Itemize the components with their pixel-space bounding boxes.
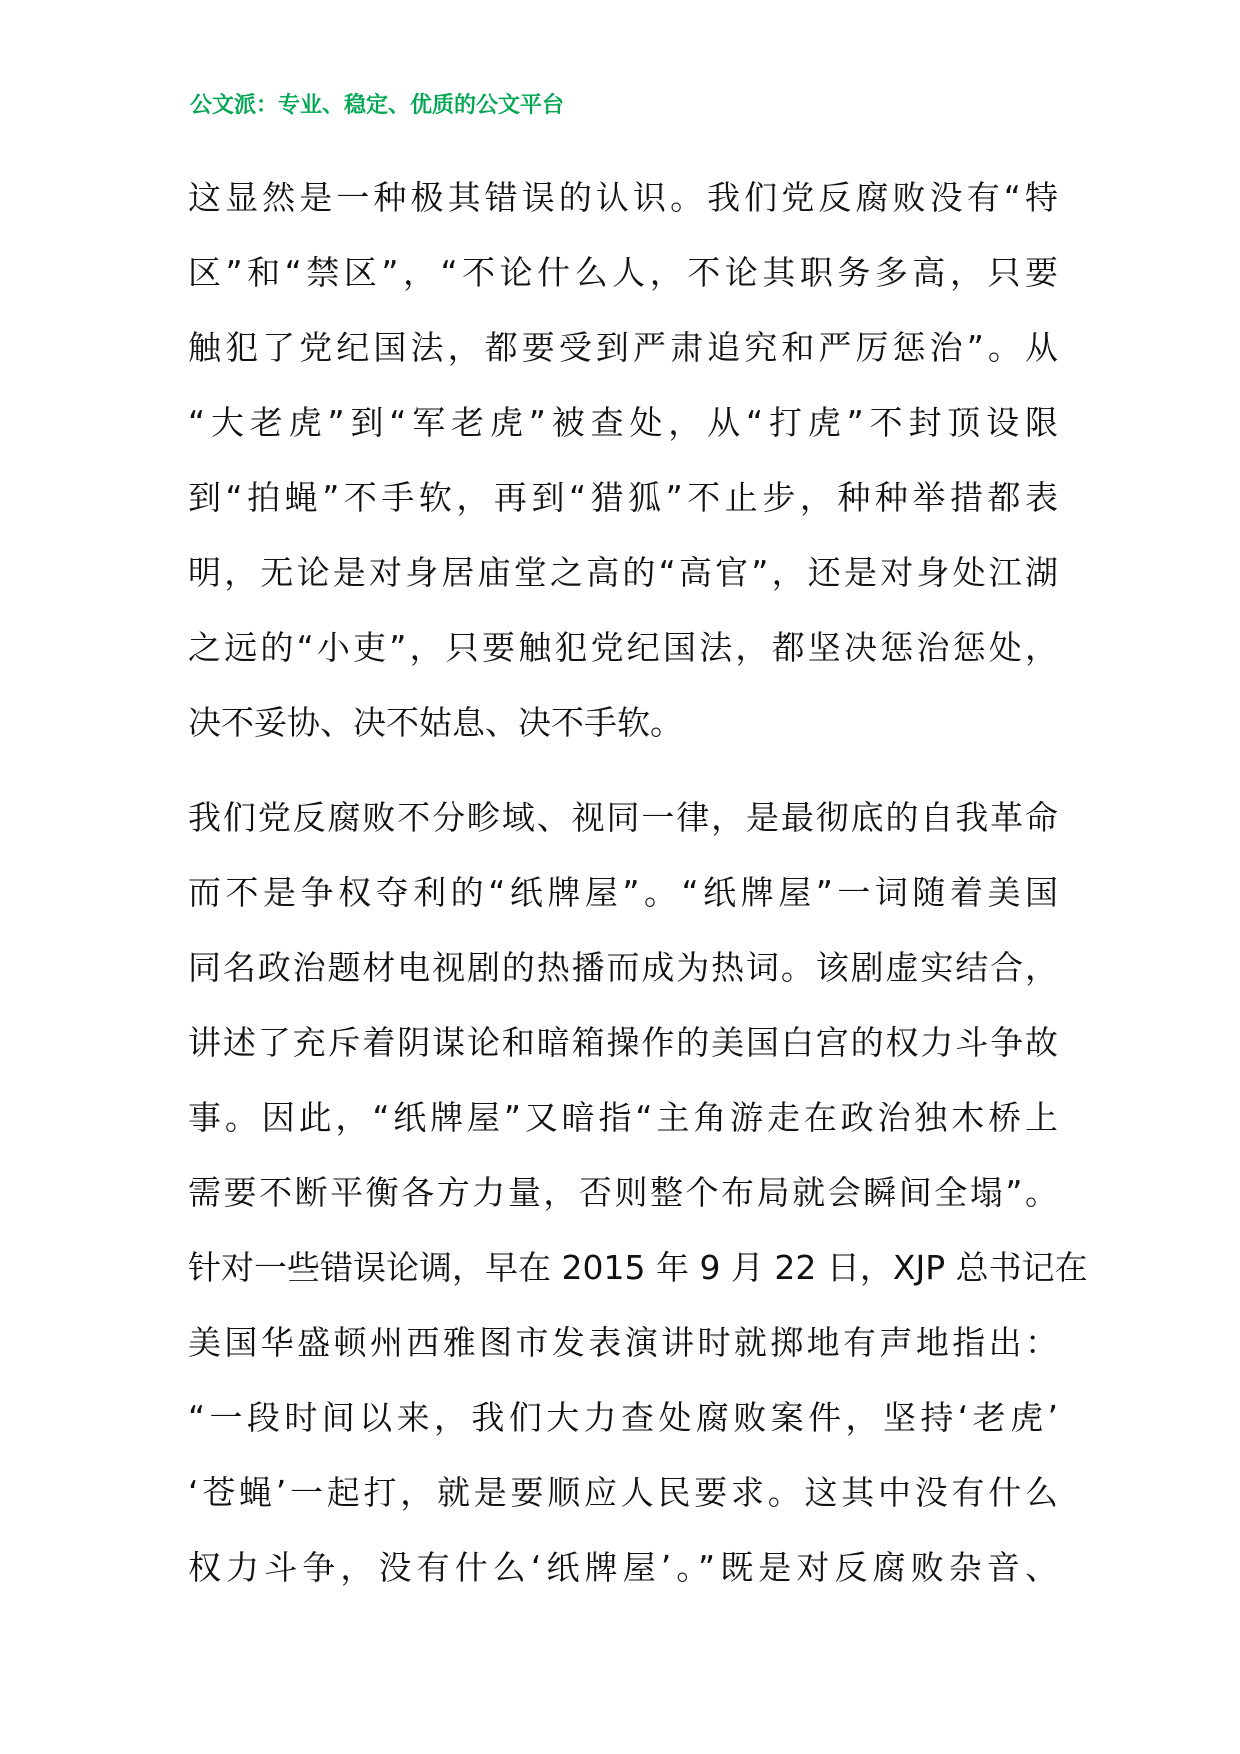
text-line: “大老虎”到“军老虎”被查处，从“打虎”不封顶设限 xyxy=(188,403,1058,442)
text-line: 事。因此，“纸牌屋”又暗指“主角游走在政治独木桥上 xyxy=(188,1098,1058,1137)
text-line: 美国华盛顿州西雅图市发表演讲时就掷地有声地指出： xyxy=(188,1323,1058,1362)
text-line: 之远的“小吏”，只要触犯党纪国法，都坚决惩治惩处， xyxy=(188,628,1058,667)
text-line: “一段时间以来，我们大力查处腐败案件，坚持‘老虎’ xyxy=(188,1398,1058,1437)
text-line: 到“拍蝇”不手软，再到“猎狐”不止步，种种举措都表 xyxy=(188,478,1058,517)
text-line: 而不是争权夺利的“纸牌屋”。“纸牌屋”一词随着美国 xyxy=(188,873,1058,912)
text-line: 我们党反腐败不分畛域、视同一律，是最彻底的自我革命 xyxy=(188,798,1058,837)
page-header: 公文派：专业、稳定、优质的公文平台 xyxy=(190,93,565,118)
text-line: 这显然是一种极其错误的认识。我们党反腐败没有“特 xyxy=(188,178,1058,217)
text-line: 明，无论是对身居庙堂之高的“高官”，还是对身处江湖 xyxy=(188,553,1058,592)
text-line: 区”和“禁区”，“不论什么人，不论其职务多高，只要 xyxy=(188,253,1058,292)
text-line: 需要不断平衡各方力量，否则整个布局就会瞬间全塌”。 xyxy=(188,1173,1058,1212)
text-line: 讲述了充斥着阴谋论和暗箱操作的美国白宫的权力斗争故 xyxy=(188,1023,1058,1062)
text-line: 针对一些错误论调，早在 2015 年 9 月 22 日，XJP 总书记在 xyxy=(188,1248,1088,1287)
text-line: 同名政治题材电视剧的热播而成为热词。该剧虚实结合， xyxy=(188,948,1058,987)
text-line: 权力斗争，没有什么‘纸牌屋’。”既是对反腐败杂音、 xyxy=(188,1548,1058,1587)
text-line: 触犯了党纪国法，都要受到严肃追究和严厉惩治”。从 xyxy=(188,328,1058,367)
paragraph-2 xyxy=(188,780,1088,1605)
text-line: 决不妥协、决不姑息、决不手软。 xyxy=(188,703,683,742)
paragraph-1 xyxy=(188,160,1058,760)
text-line: ‘苍蝇’一起打，就是要顺应人民要求。这其中没有什么 xyxy=(188,1473,1058,1512)
